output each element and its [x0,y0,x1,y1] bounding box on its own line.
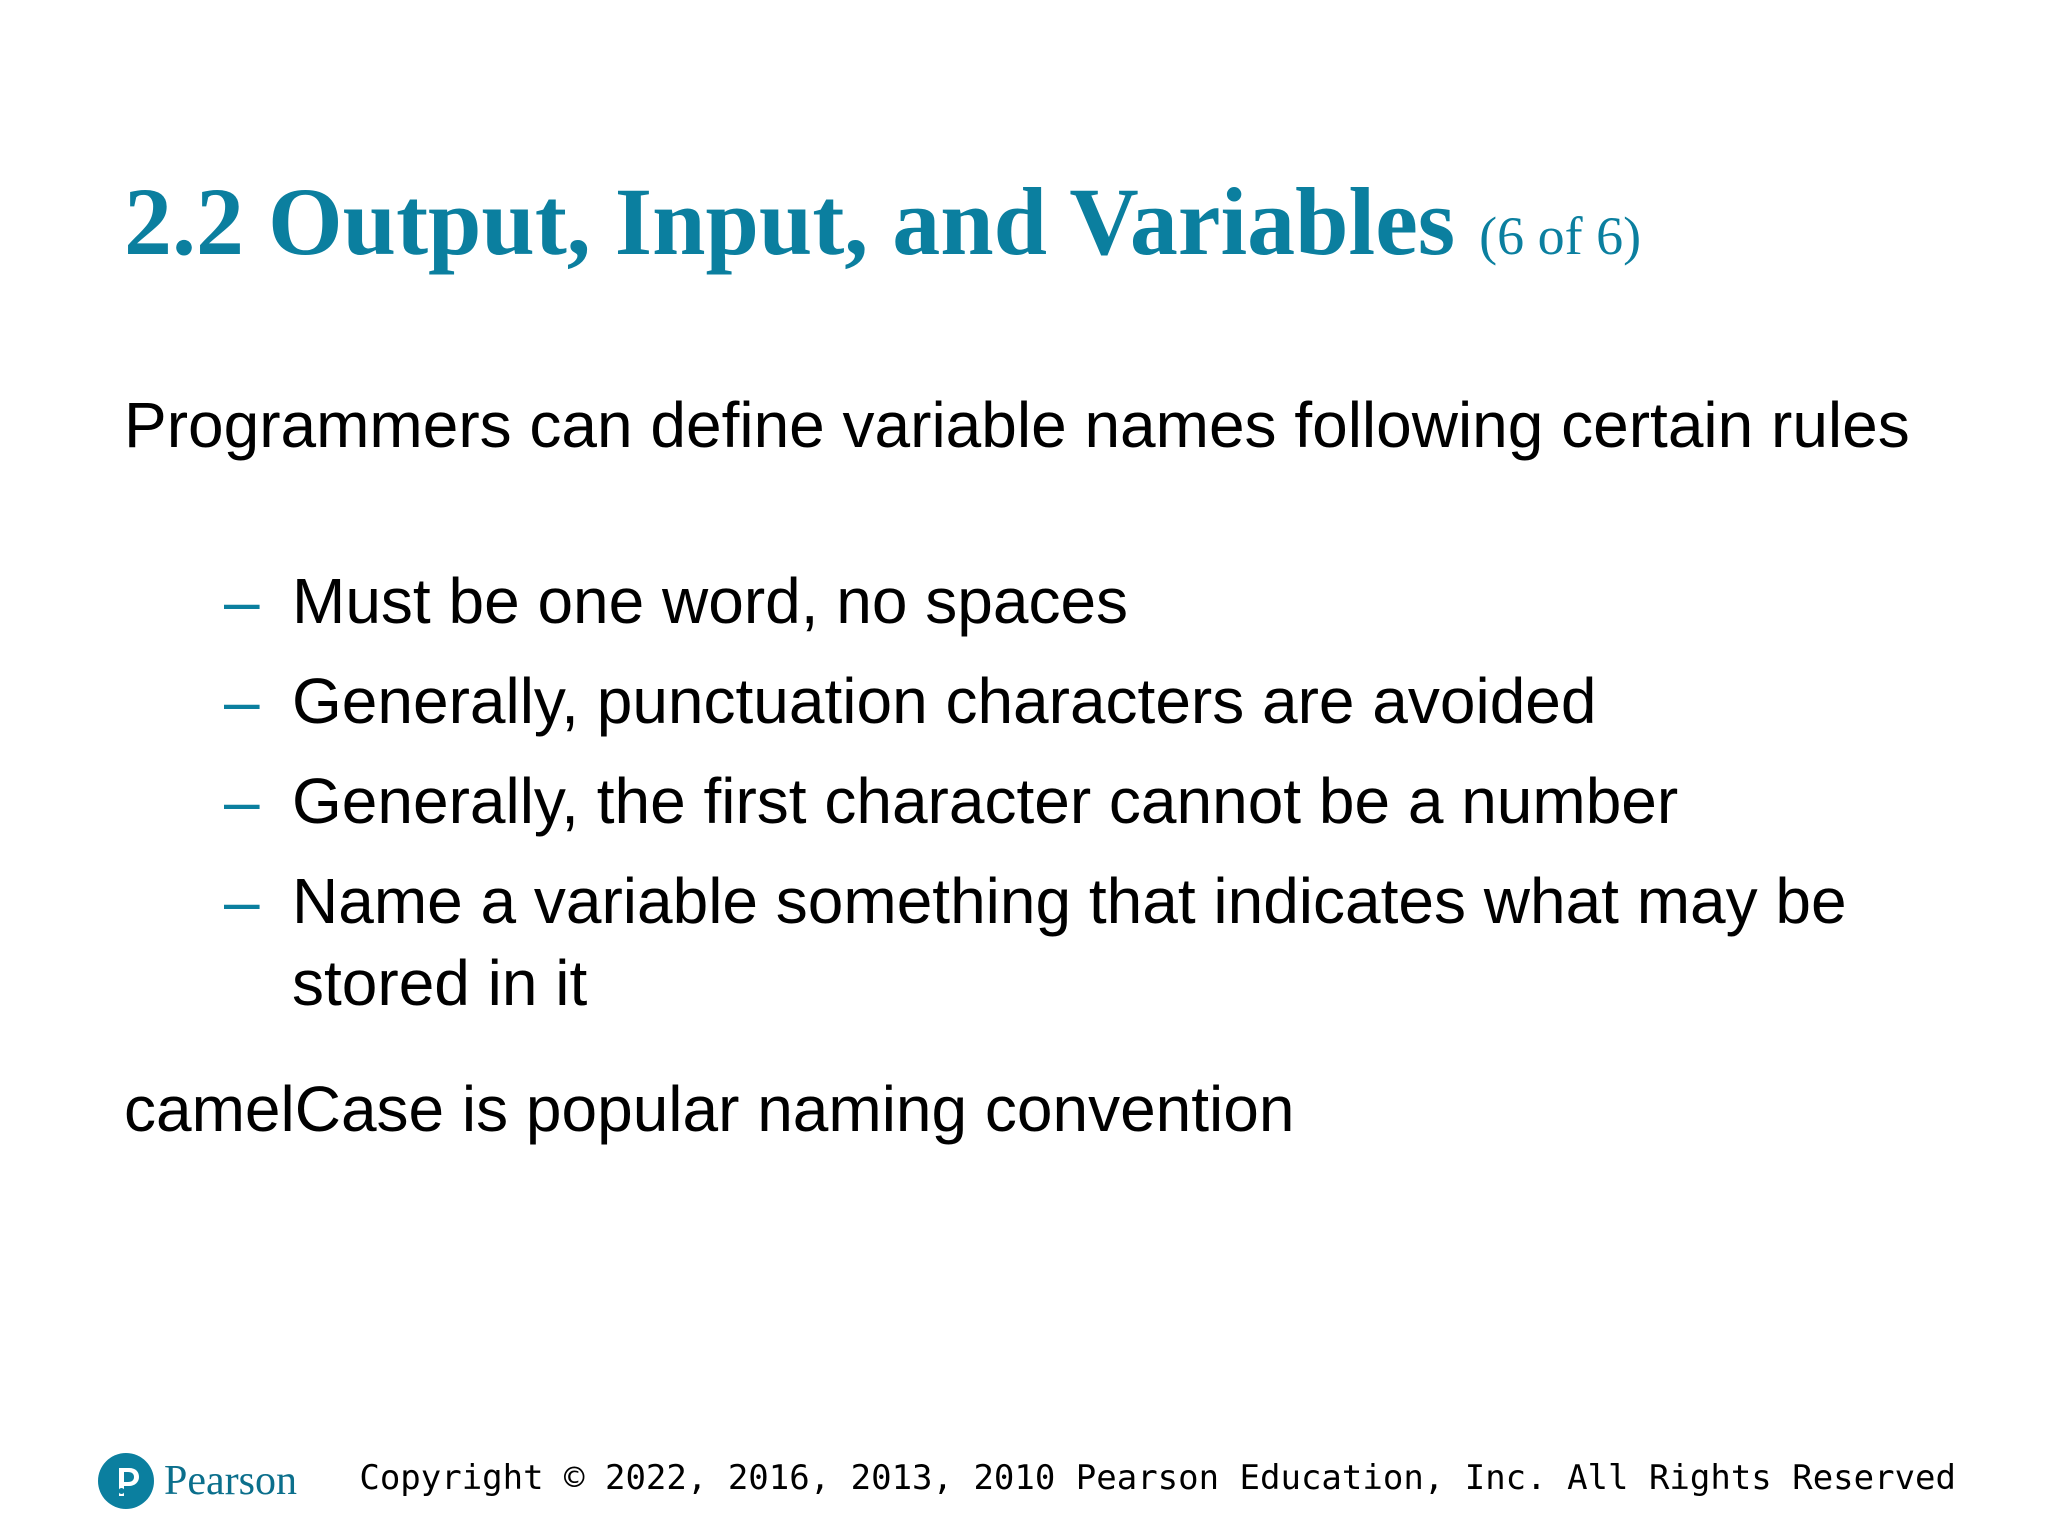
slide-title-text: 2.2 Output, Input, and Variables [124,168,1456,275]
pearson-logo-icon [98,1453,154,1509]
closing-paragraph: camelCase is popular naming convention [124,1073,1295,1145]
pearson-logo-text: Pearson [164,1458,297,1504]
bullet-dash: – [224,865,260,937]
list-item-text: Generally, the first character cannot be a number [292,765,1679,837]
copyright-notice: Copyright © 2022, 2016, 2013, 2010 Pearson Education, Inc. All Rights Reserved [359,1458,1956,1498]
bullet-dash: – [224,665,260,737]
slide-counter: (6 of 6) [1479,206,1642,266]
intro-paragraph: Programmers can define variable names following certain rules [124,389,1910,461]
list-item [224,560,1944,642]
slide-title [124,162,1641,296]
rules-list [224,560,1944,1042]
list-item-text: Must be one word, no spaces [292,565,1129,637]
list-item-text: Name a variable something that indicates what may be stored in it [292,865,1847,1019]
list-item-text: Generally, punctuation characters are avoided [292,665,1597,737]
bullet-dash: – [224,765,260,837]
pearson-logo [98,1448,297,1514]
bullet-dash: – [224,565,260,637]
list-item [224,660,1944,742]
list-item [224,760,1944,842]
list-item [224,860,1944,1024]
